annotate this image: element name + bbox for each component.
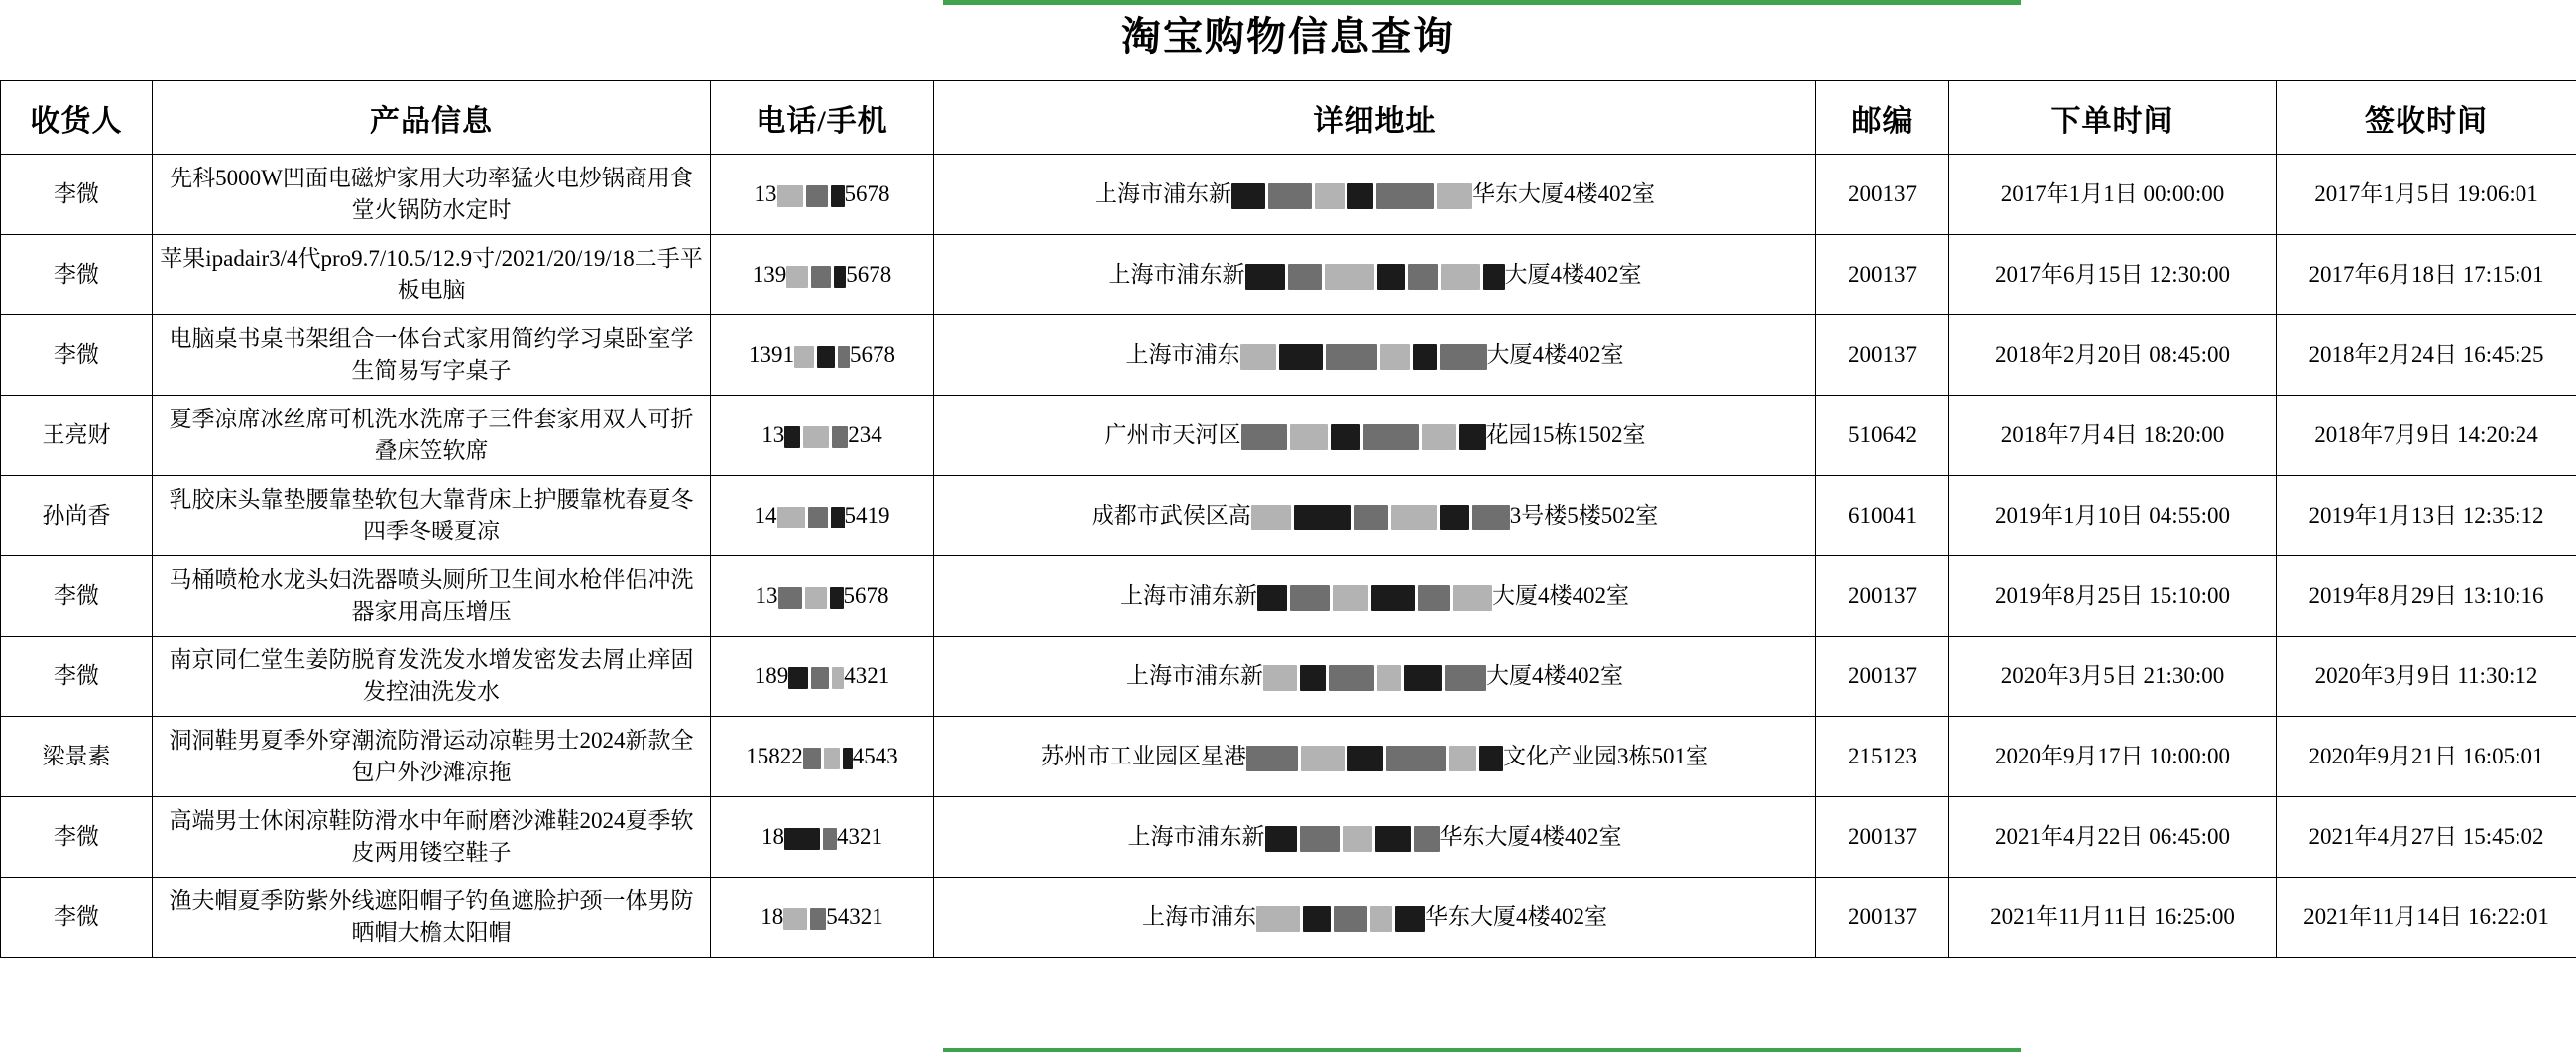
cell-sign-time: 2021年4月27日 15:45:02 [2277,797,2576,878]
table-row [1,717,2576,797]
address-prefix: 苏州市工业园区星港 [1041,744,1246,768]
table-header-row [1,81,2576,155]
redaction-mask [784,828,837,850]
cell-product: 马桶喷枪水龙头妇洗器喷头厕所卫生间水枪伴侣冲洗器家用高压增压 [153,556,711,637]
column-header-address: 详细地址 [934,81,1816,155]
column-header-receiver: 收货人 [1,81,153,155]
redaction-mask [1246,746,1503,771]
cell-phone [711,637,934,717]
phone-suffix: 4543 [852,744,898,768]
cell-zipcode: 200137 [1816,155,1949,235]
address-prefix: 上海市浦东 [1125,342,1240,367]
redaction-mask [1240,344,1487,370]
redaction-mask [1231,183,1472,209]
cell-product: 乳胶床头靠垫腰靠垫软包大靠背床上护腰靠枕春夏冬四季冬暖夏凉 [153,476,711,556]
cell-address [934,878,1816,958]
cell-sign-time: 2020年3月9日 11:30:12 [2277,637,2576,717]
cell-sign-time: 2018年7月9日 14:20:24 [2277,396,2576,476]
address-suffix: 花园15栋1502室 [1485,422,1646,447]
cell-zipcode: 510642 [1816,396,1949,476]
phone-prefix: 13 [754,181,777,206]
redaction-mask [777,507,845,528]
cell-order-time: 2018年7月4日 18:20:00 [1949,396,2277,476]
top-accent-bar [943,0,2021,5]
phone-prefix: 18 [761,824,784,849]
column-header-sign-time: 签收时间 [2277,81,2576,155]
address-prefix: 上海市浦东新 [1126,663,1263,688]
table-row [1,155,2576,235]
phone-prefix: 13 [761,422,785,447]
page-title: 淘宝购物信息查询 [1121,14,1455,59]
cell-order-time: 2020年3月5日 21:30:00 [1949,637,2277,717]
cell-order-time: 2021年11月11日 16:25:00 [1949,878,2277,958]
cell-receiver: 孙尚香 [1,476,153,556]
redaction-mask [1263,665,1486,691]
cell-zipcode: 200137 [1816,315,1949,396]
cell-address [934,155,1816,235]
cell-address [934,717,1816,797]
cell-sign-time: 2018年2月24日 16:45:25 [2277,315,2576,396]
redaction-mask [794,346,850,368]
cell-order-time: 2021年4月22日 06:45:00 [1949,797,2277,878]
table-body [1,155,2576,958]
phone-prefix: 1391 [749,342,794,367]
phone-suffix: 54321 [826,904,883,929]
address-prefix: 上海市浦东新 [1127,824,1265,849]
cell-receiver: 李微 [1,878,153,958]
redaction-mask [1256,906,1425,932]
table-row [1,476,2576,556]
cell-zipcode: 200137 [1816,797,1949,878]
cell-address [934,556,1816,637]
redaction-mask [1251,505,1510,530]
table-row [1,235,2576,315]
cell-receiver: 李微 [1,637,153,717]
cell-order-time: 2017年1月1日 00:00:00 [1949,155,2277,235]
address-suffix: 大厦4楼402室 [1486,342,1624,367]
phone-suffix: 4321 [837,824,882,849]
cell-phone [711,396,934,476]
cell-order-time: 2020年9月17日 10:00:00 [1949,717,2277,797]
address-suffix: 大厦4楼402室 [1486,663,1623,688]
cell-product: 夏季凉席冰丝席可机洗水洗席子三件套家用双人可折叠床笠软席 [153,396,711,476]
address-prefix: 成都市武侯区高 [1091,503,1251,528]
cell-receiver: 李微 [1,797,153,878]
cell-product: 电脑桌书桌书架组合一体台式家用简约学习桌卧室学生简易写字桌子 [153,315,711,396]
cell-zipcode: 200137 [1816,556,1949,637]
address-prefix: 广州市天河区 [1104,422,1241,447]
address-suffix: 华东大厦4楼402室 [1472,181,1655,206]
phone-suffix: 234 [848,422,882,447]
redaction-mask [1245,264,1505,290]
cell-phone [711,797,934,878]
address-prefix: 上海市浦东 [1142,904,1256,929]
address-suffix: 大厦4楼402室 [1504,262,1642,287]
column-header-product: 产品信息 [153,81,711,155]
cell-product: 高端男士休闲凉鞋防滑水中年耐磨沙滩鞋2024夏季软皮两用镂空鞋子 [153,797,711,878]
cell-product: 南京同仁堂生姜防脱育发洗发水增发密发去屑止痒固发控油洗发水 [153,637,711,717]
cell-sign-time: 2019年8月29日 13:10:16 [2277,556,2576,637]
redaction-mask [777,185,845,207]
cell-zipcode: 610041 [1816,476,1949,556]
cell-product: 渔夫帽夏季防紫外线遮阳帽子钓鱼遮脸护颈一体男防晒帽大檐太阳帽 [153,878,711,958]
cell-phone [711,717,934,797]
phone-prefix: 13 [755,583,778,608]
cell-order-time: 2019年8月25日 15:10:00 [1949,556,2277,637]
cell-order-time: 2018年2月20日 08:45:00 [1949,315,2277,396]
phone-suffix: 5419 [844,503,890,528]
cell-address [934,637,1816,717]
cell-receiver: 王亮财 [1,396,153,476]
redaction-mask [786,266,846,288]
address-suffix: 3号楼5楼502室 [1509,503,1659,528]
phone-prefix: 15822 [746,744,803,768]
cell-receiver: 李微 [1,235,153,315]
cell-zipcode: 215123 [1816,717,1949,797]
cell-order-time: 2017年6月15日 12:30:00 [1949,235,2277,315]
cell-product: 洞洞鞋男夏季外穿潮流防滑运动凉鞋男士2024新款全包户外沙滩凉拖 [153,717,711,797]
address-suffix: 文化产业园3栋501室 [1503,744,1708,768]
phone-suffix: 5678 [844,181,890,206]
cell-product: 先科5000W凹面电磁炉家用大功率猛火电炒锅商用食堂火锅防水定时 [153,155,711,235]
column-header-zipcode: 邮编 [1816,81,1949,155]
cell-address [934,797,1816,878]
address-prefix: 上海市浦东新 [1095,181,1231,206]
cell-sign-time: 2017年1月5日 19:06:01 [2277,155,2576,235]
cell-phone [711,315,934,396]
phone-prefix: 189 [754,663,789,688]
redaction-mask [783,908,826,930]
redaction-mask [1265,826,1440,852]
table-row [1,556,2576,637]
address-suffix: 华东大厦4楼402室 [1439,824,1622,849]
address-suffix: 大厦4楼402室 [1492,583,1629,608]
table-row [1,878,2576,958]
redaction-mask [1257,585,1492,611]
table-row [1,396,2576,476]
redaction-mask [778,587,844,609]
cell-phone [711,476,934,556]
table-row [1,797,2576,878]
column-header-phone: 电话/手机 [711,81,934,155]
cell-phone [711,878,934,958]
cell-address [934,235,1816,315]
cell-zipcode: 200137 [1816,637,1949,717]
phone-suffix: 5678 [846,262,892,287]
cell-phone [711,556,934,637]
redaction-mask [788,667,844,689]
address-suffix: 华东大厦4楼402室 [1425,904,1607,929]
phone-suffix: 4321 [844,663,890,688]
cell-sign-time: 2017年6月18日 17:15:01 [2277,235,2576,315]
redaction-mask [784,426,848,448]
cell-order-time: 2019年1月10日 04:55:00 [1949,476,2277,556]
cell-phone [711,155,934,235]
cell-receiver: 梁景素 [1,717,153,797]
cell-receiver: 李微 [1,155,153,235]
redaction-mask [803,748,853,769]
cell-receiver: 李微 [1,315,153,396]
address-prefix: 上海市浦东新 [1120,583,1257,608]
cell-phone [711,235,934,315]
cell-product: 苹果ipadair3/4代pro9.7/10.5/12.9寸/2021/20/19/18二手平板电脑 [153,235,711,315]
phone-prefix: 139 [752,262,787,287]
cell-address [934,315,1816,396]
bottom-accent-bar [943,1048,2021,1052]
cell-zipcode: 200137 [1816,878,1949,958]
phone-prefix: 14 [754,503,777,528]
cell-receiver: 李微 [1,556,153,637]
cell-sign-time: 2021年11月14日 16:22:01 [2277,878,2576,958]
phone-suffix: 5678 [850,342,895,367]
phone-prefix: 18 [761,904,784,929]
redaction-mask [1241,424,1486,450]
table-row [1,315,2576,396]
purchase-info-table [0,80,2576,958]
cell-address [934,396,1816,476]
phone-suffix: 5678 [843,583,889,608]
cell-sign-time: 2020年9月21日 16:05:01 [2277,717,2576,797]
cell-zipcode: 200137 [1816,235,1949,315]
cell-sign-time: 2019年1月13日 12:35:12 [2277,476,2576,556]
address-prefix: 上海市浦东新 [1108,262,1245,287]
cell-address [934,476,1816,556]
table-row [1,637,2576,717]
column-header-order-time: 下单时间 [1949,81,2277,155]
